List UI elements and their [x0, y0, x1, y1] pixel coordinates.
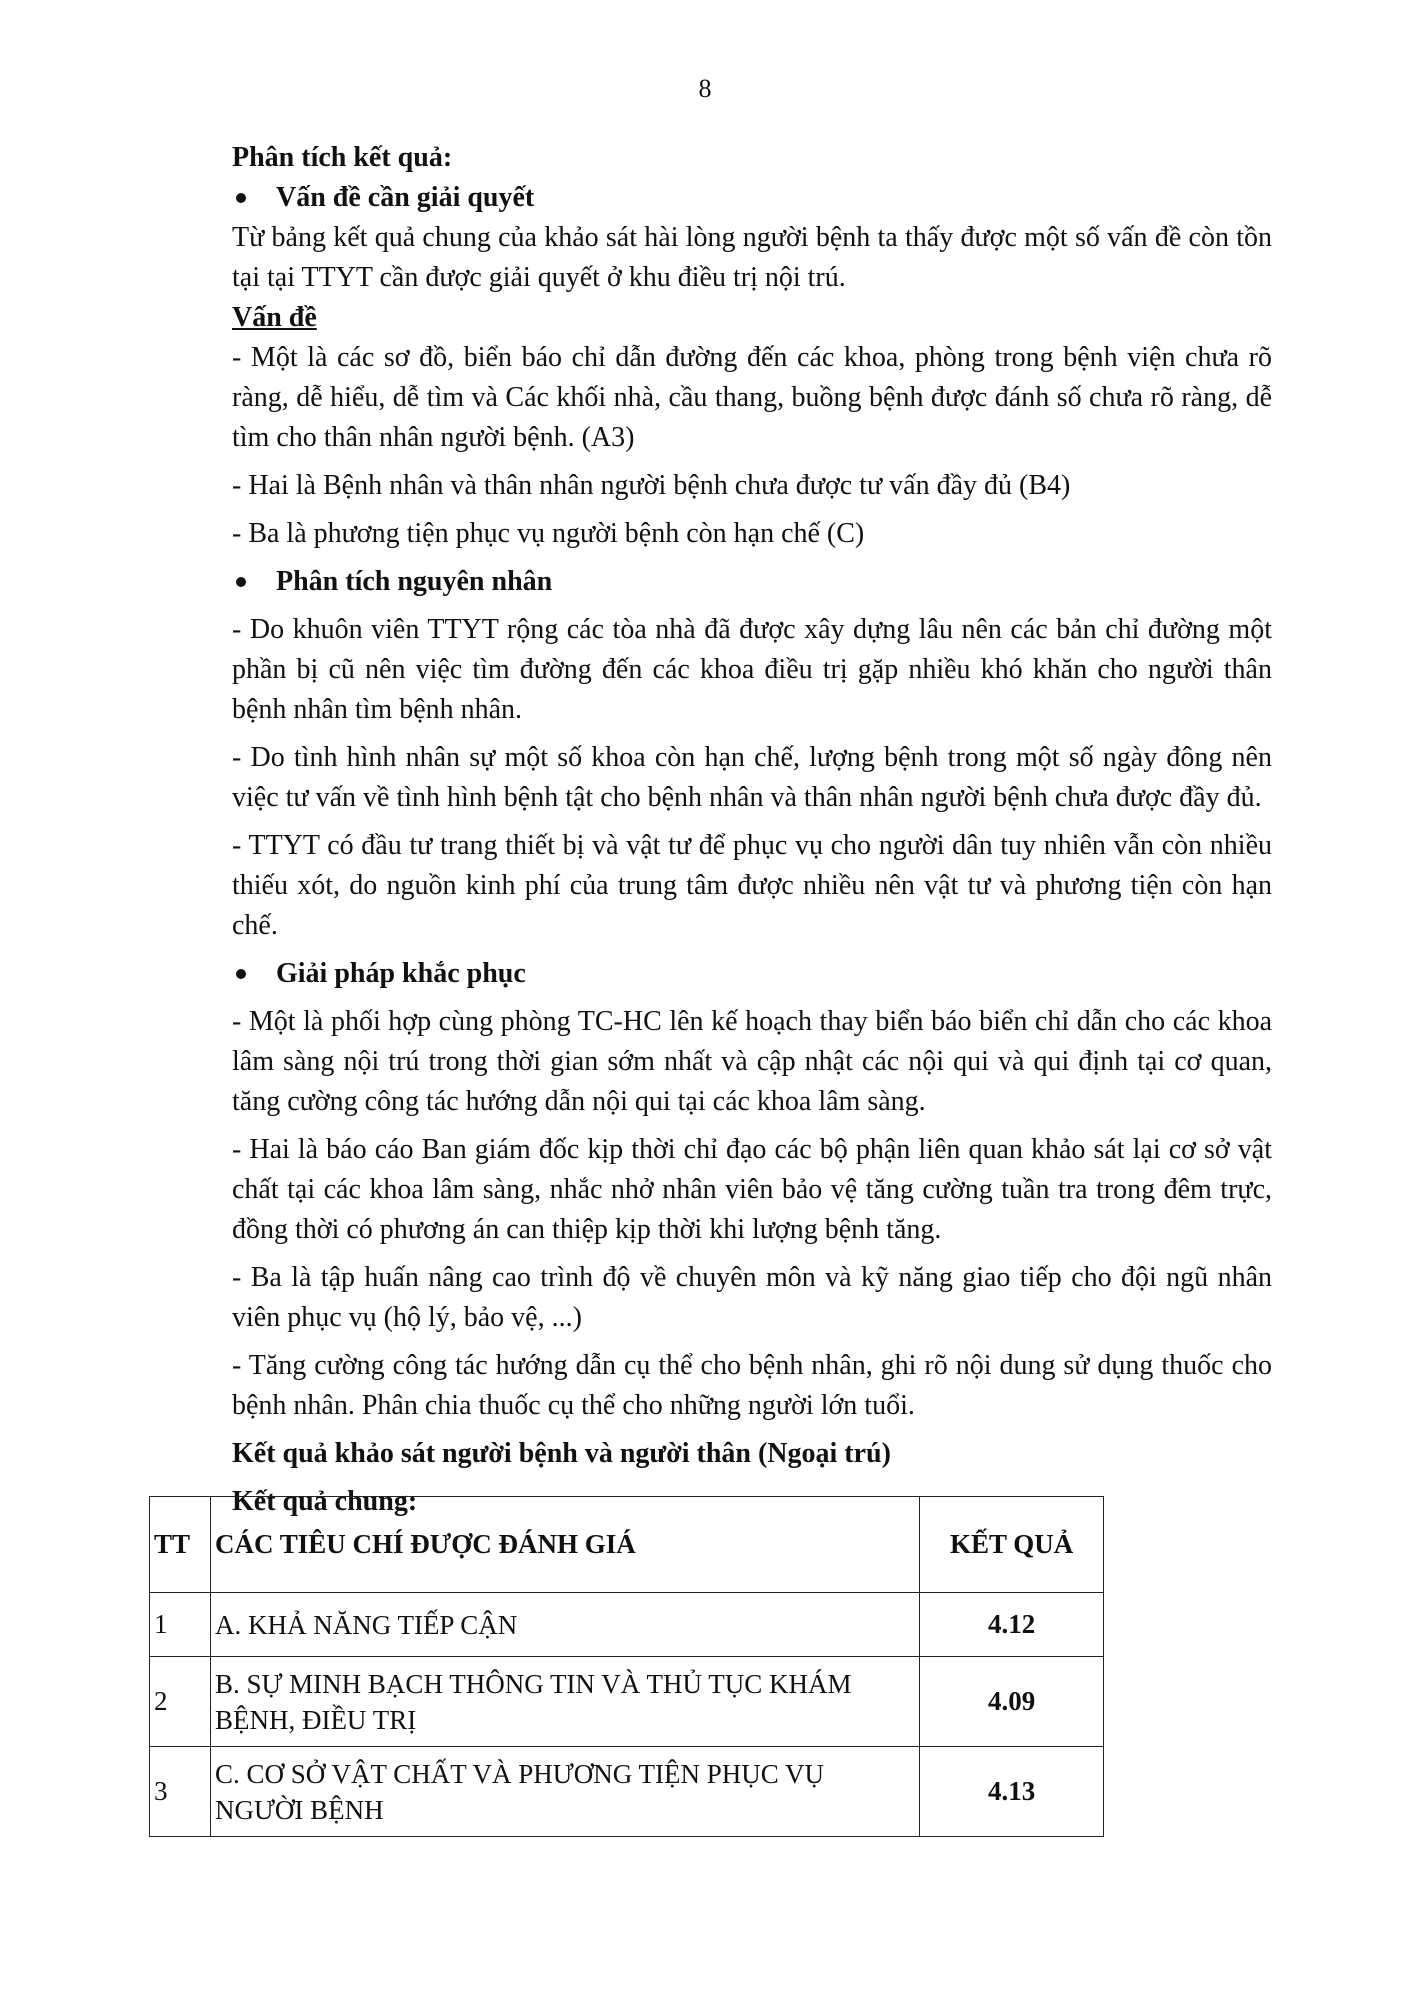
document-body — [232, 138, 1272, 1522]
row-criterion: A. KHẢ NĂNG TIẾP CẬN — [210, 1593, 919, 1657]
section-title: Phân tích kết quả: — [232, 142, 453, 173]
issues-label: Vấn đề — [232, 302, 317, 333]
bullet-heading-causes — [232, 562, 1272, 602]
table-header-row — [150, 1497, 1104, 1593]
issue-item: - Ba là phương tiện phục vụ người bệnh còn hạn chế (C) — [232, 518, 865, 549]
row-tt: 1 — [150, 1593, 211, 1657]
bullet-heading-solutions — [232, 954, 1272, 994]
solution-item: - Tăng cường công tác hướng dẫn cụ thể cho bệnh nhân, ghi rõ nội dung sử dụng thuốc cho bệnh nhân. Phân chia thuốc cụ thể cho những người lớn tuổi. — [232, 1350, 1272, 1421]
page-number: 8 — [698, 74, 712, 103]
bullet-icon — [236, 193, 246, 203]
row-result: 4.13 — [920, 1747, 1104, 1837]
solution-item: - Một là phối hợp cùng phòng TC-HC lên kế hoạch thay biển báo biển chỉ dẫn cho các khoa lâm sàng nội trú trong thời gian sớm nhất và cập nhật các nội qui và qui định tại cơ quan, tăng cường công tác hướng dẫn nội qui tại các khoa lâm sàng. — [232, 1006, 1272, 1117]
table-row — [150, 1593, 1104, 1657]
solution-item: - Ba là tập huấn nâng cao trình độ về chuyên môn và kỹ năng giao tiếp cho đội ngũ nhân viên phục vụ (hộ lý, bảo vệ, ...) — [232, 1262, 1272, 1333]
row-result: 4.09 — [920, 1657, 1104, 1747]
bullet-icon — [236, 577, 246, 587]
header-result: KẾT QUẢ — [920, 1497, 1104, 1593]
row-result: 4.12 — [920, 1593, 1104, 1657]
survey-title: Kết quả khảo sát người bệnh và người thân (Ngoại trú) — [232, 1438, 891, 1469]
row-tt: 2 — [150, 1657, 211, 1747]
bullet-heading-text: Giải pháp khắc phục — [276, 958, 526, 989]
header-criteria: CÁC TIÊU CHÍ ĐƯỢC ĐÁNH GIÁ — [210, 1497, 919, 1593]
header-tt: TT — [150, 1497, 211, 1593]
bullet-icon — [236, 969, 246, 979]
cause-item: - Do khuôn viên TTYT rộng các tòa nhà đã được xây dựng lâu nên các bản chỉ đường một phần bị cũ nên việc tìm đường đến các khoa điều trị gặp nhiều khó khăn cho người thân bệnh nhân tìm bệnh nhân. — [232, 614, 1272, 725]
bullet-heading-text: Vấn đề cần giải quyết — [276, 182, 535, 213]
table-row — [150, 1657, 1104, 1747]
general-result-label: Kết quả chung: — [232, 1486, 418, 1517]
row-tt: 3 — [150, 1747, 211, 1837]
table-row — [150, 1747, 1104, 1837]
intro-paragraph: Từ bảng kết quả chung của khảo sát hài lòng người bệnh ta thấy được một số vấn đề còn tồn tại tại TTYT cần được giải quyết ở khu điều trị nội trú. — [232, 222, 1272, 293]
row-criterion: B. SỰ MINH BẠCH THÔNG TIN VÀ THỦ TỤC KHÁM BỆNH, ĐIỀU TRỊ — [210, 1657, 919, 1747]
results-table — [149, 1496, 1104, 1837]
row-criterion: C. CƠ SỞ VẬT CHẤT VÀ PHƯƠNG TIỆN PHỤC VỤ NGƯỜI BỆNH — [210, 1747, 919, 1837]
cause-item: - TTYT có đầu tư trang thiết bị và vật tư để phục vụ cho người dân tuy nhiên vẫn còn nhiều thiếu xót, do nguồn kinh phí của trung tâm được nhiều nên vật tư và phương tiện còn hạn chế. — [232, 830, 1272, 941]
issue-item: - Một là các sơ đồ, biển báo chỉ dẫn đường đến các khoa, phòng trong bệnh viện chưa rõ ràng, dễ hiểu, dễ tìm và Các khối nhà, cầu thang, buồng bệnh được đánh số chưa rõ ràng, dễ tìm cho thân nhân người bệnh. (A3) — [232, 342, 1272, 453]
issue-item: - Hai là Bệnh nhân và thân nhân người bệnh chưa được tư vấn đầy đủ (B4) — [232, 470, 1071, 501]
cause-item: - Do tình hình nhân sự một số khoa còn hạn chế, lượng bệnh trong một số ngày đông nên việc tư vấn về tình hình bệnh tật cho bệnh nhân và thân nhân người bệnh chưa được đầy đủ. — [232, 742, 1272, 813]
bullet-heading-issues — [232, 178, 1272, 218]
bullet-heading-text: Phân tích nguyên nhân — [276, 566, 553, 597]
solution-item: - Hai là báo cáo Ban giám đốc kịp thời chỉ đạo các bộ phận liên quan khảo sát lại cơ sở vật chất tại các khoa lâm sàng, nhắc nhở nhân viên bảo vệ tăng cường tuần tra trong đêm trực, đồng thời có phương án can thiệp kịp thời khi lượng bệnh tăng. — [232, 1134, 1272, 1245]
